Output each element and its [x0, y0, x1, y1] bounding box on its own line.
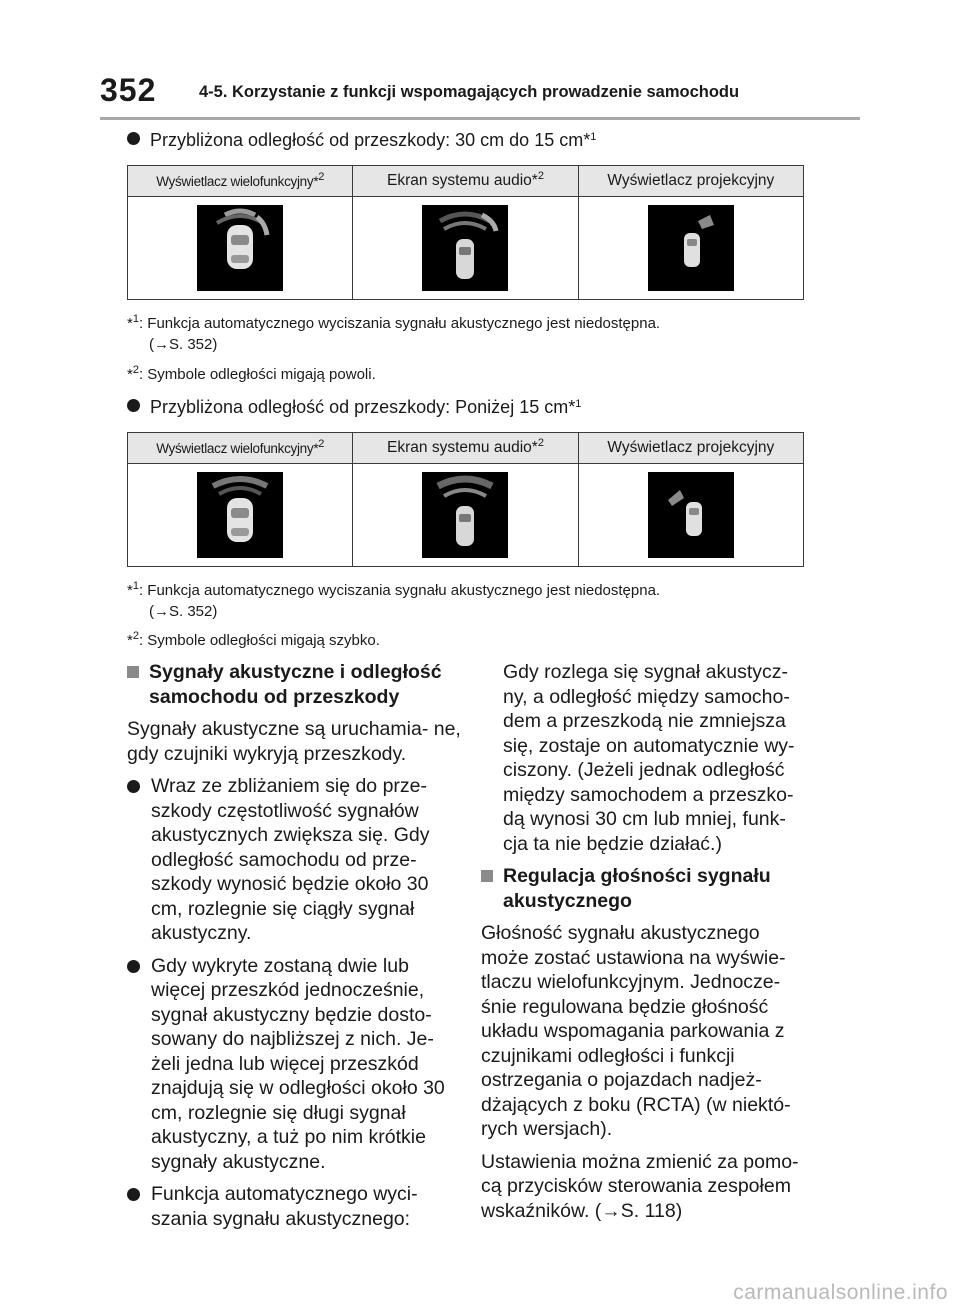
bullet-dot-icon: [127, 780, 140, 793]
hud-sensor-image: [648, 472, 734, 558]
bullet-dot-icon: [127, 960, 140, 973]
bullet-dot-icon: [127, 1188, 140, 1201]
square-bullet-icon: [127, 666, 139, 678]
watermark: carmanualsonline.info: [733, 1281, 948, 1304]
audio-screen-sensor-image: [422, 205, 508, 291]
volume-paragraph: Głośność sygnału akustycznego może zostać ustawiona na wyświe- tlaczu wielofunkcyjnym. Jednocze- śnie regulowana będzie głośność układu wspomagania parkowania z czujnikami odległości i funkcji ostrzegania o pojazdach nadjeż- dżających z boku (RCTA) (w niektó- rych wersjach).: [481, 922, 791, 1140]
section1-footnote-2: *$^2$: Symbole odległości migają powoli.: [127, 364, 376, 383]
section2-footnote-1: *$^1$: Funkcja automatycznego wyciszania sygnału akustycznego jest niedostępna. (→S. 352): [127, 580, 661, 620]
settings-paragraph: Ustawienia można zmienić za pomo- cą przycisków sterowania zespołem wskaźników. (→S. 118): [481, 1150, 799, 1222]
square-bullet-icon: [481, 870, 493, 882]
col-header-multi-display: Wyświetlacz wielofunkcyjny*$^2$: [128, 433, 353, 464]
col-header-audio-screen: Ekran systemu audio*$^2$: [353, 433, 578, 464]
section2-footnote-2: *$^2$: Symbole odległości migają szybko.: [127, 630, 380, 649]
bullet-dot-icon: [127, 132, 140, 145]
auto-mute-paragraph: Gdy rozlega się sygnał akustycz- ny, a odległość między samocho- dem a przeszkodą nie zmniejsza się, zostaje on automatycznie wy- ciszony. (Jeżeli jednak odległość między samochodem a przeszko- dą wynosi 30 cm lub mniej, funk- cja ta nie będzie działać.): [503, 661, 795, 855]
subheading-beep-distance: Sygnały akustyczne i odległość samochodu od przeszkody: [127, 660, 462, 709]
right-column: [481, 660, 811, 1231]
list-item: Wraz ze zbliżaniem się do prze- szkody częstotliwość sygnałów akustycznych zwiększa się. Gdy odległość samochodu od prze- szkody wynosić będzie około 30 cm, rozlegnie się ciągły sygnał akustyczny.: [127, 774, 462, 946]
col-header-audio-screen: Ekran systemu audio*$^2$: [353, 166, 578, 197]
section2-heading: Przybliżona odległość od przeszkody: Poniżej 15 cm*$^1$: [127, 397, 581, 418]
multi-display-sensor-image: [197, 472, 283, 558]
col-header-hud: Wyświetlacz projekcyjny: [578, 433, 803, 464]
audio-screen-sensor-image: [422, 472, 508, 558]
list-item: Gdy wykryte zostaną dwie lub więcej przeszkód jednocześnie, sygnał akustyczny będzie dosto- sowany do najbliższej z nich. Je- żeli jedna lub więcej przeszkód znajdują się w odległości około 30 cm, rozlegnie się długi sygnał akustyczny, a tuż po nim krótkie sygnały akustyczne.: [127, 954, 462, 1175]
beep-intro-paragraph: Sygnały akustyczne są uruchamia- ne, gdy czujniki wykryją przeszkody.: [127, 718, 461, 765]
bullet-dot-icon: [127, 399, 140, 412]
subheading-volume: Regulacja głośności sygnału akustycznego: [481, 864, 811, 913]
symbol-table-2: [127, 432, 804, 567]
page-number: 352: [100, 72, 157, 108]
symbol-table-1: [127, 165, 804, 300]
list-item: Funkcja automatycznego wyci- szania sygnału akustycznego:: [127, 1182, 462, 1231]
section1-footnote-1: *$^1$: Funkcja automatycznego wyciszania sygnału akustycznego jest niedostępna. (→S. 352): [127, 313, 661, 353]
chapter-title: 4-5. Korzystanie z funkcji wspomagających prowadzenie samochodu: [199, 83, 740, 101]
header-rule: [100, 117, 860, 120]
multi-display-sensor-image: [197, 205, 283, 291]
col-header-hud: Wyświetlacz projekcyjny: [578, 166, 803, 197]
section1-heading: Przybliżona odległość od przeszkody: 30 cm do 15 cm*$^1$: [127, 130, 596, 151]
col-header-multi-display: Wyświetlacz wielofunkcyjny*$^2$: [128, 166, 353, 197]
hud-sensor-image: [648, 205, 734, 291]
left-column: [127, 660, 462, 1239]
